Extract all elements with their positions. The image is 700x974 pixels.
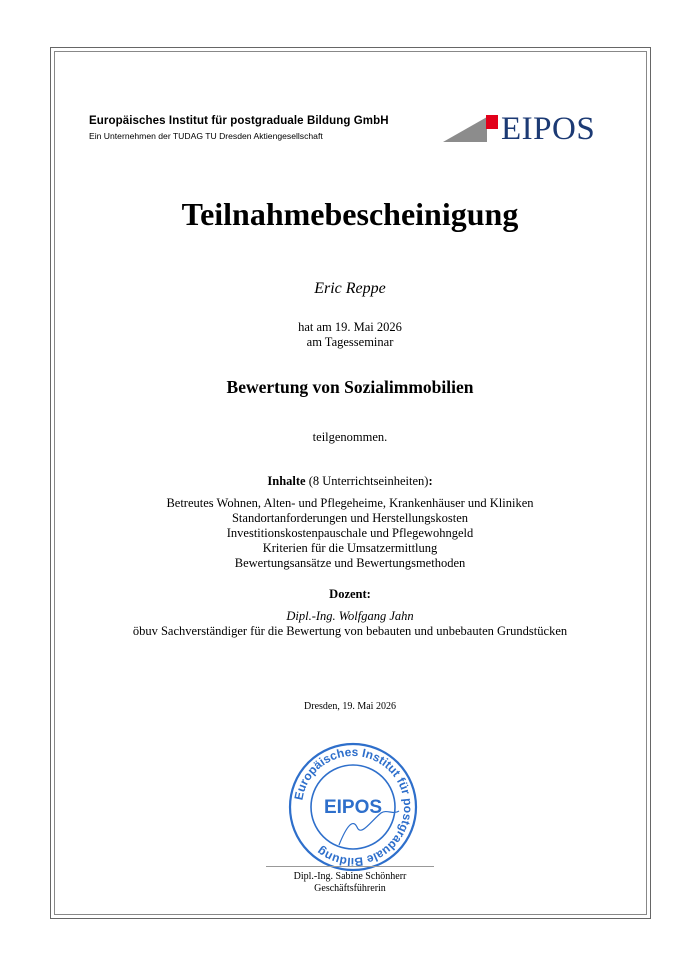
participant-name: Eric Reppe	[314, 280, 386, 297]
logo-wedge-icon	[443, 113, 503, 145]
certificate-title: Teilnahmebescheinigung	[181, 196, 519, 232]
contents-item: Investitionskostenpauschale und Pflegewohngeld	[226, 526, 474, 540]
seminar-title: Bewertung von Sozialimmobilien	[226, 377, 474, 397]
official-stamp	[287, 741, 419, 873]
signer-name: Dipl.-Ing. Sabine Schönherr	[293, 871, 407, 882]
contents-label: Inhalte	[267, 474, 306, 488]
participated-text: teilgenommen.	[312, 430, 388, 444]
contents-heading	[0, 474, 700, 489]
signature-line	[266, 866, 434, 867]
contents-list	[0, 496, 700, 571]
contents-item: Kriterien für die Umsatzermittlung	[262, 541, 438, 555]
signer-role: Geschäftsführerin	[314, 883, 386, 894]
stamp-ring-text: Europäisches Institut für postgraduale Bildung	[291, 744, 416, 870]
institute-header	[89, 115, 389, 141]
event-type: am Tagesseminar	[306, 335, 394, 349]
place-and-date: Dresden, 19. Mai 2026	[304, 701, 396, 712]
contents-item: Bewertungsansätze und Bewertungsmethoden	[234, 556, 466, 570]
contents-colon: :	[428, 474, 433, 488]
contents-item: Betreutes Wohnen, Alten- und Pflegeheime, Krankenhäuser und Kliniken	[166, 496, 534, 510]
attendance-date: hat am 19. Mai 2026	[298, 320, 402, 334]
contents-item: Standortanforderungen und Herstellungskosten	[231, 511, 469, 525]
stamp-center-text: EIPOS	[323, 797, 383, 818]
lecturer-title: öbuv Sachverständiger für die Bewertung von bebauten und unbebauten Grundstücken	[132, 624, 568, 638]
lecturer-label: Dozent:	[329, 587, 371, 601]
logo-wordmark: EIPOS	[501, 111, 596, 147]
institute-name: Europäisches Institut für postgraduale Bildung GmbH	[89, 115, 389, 127]
lecturer-name: Dipl.-Ing. Wolfgang Jahn	[286, 609, 414, 623]
contents-units: (8 Unterrichtseinheiten)	[305, 474, 429, 488]
eipos-logo	[443, 113, 613, 145]
institute-subtitle: Ein Unternehmen der TUDAG TU Dresden Aktiengesellschaft	[89, 131, 323, 141]
